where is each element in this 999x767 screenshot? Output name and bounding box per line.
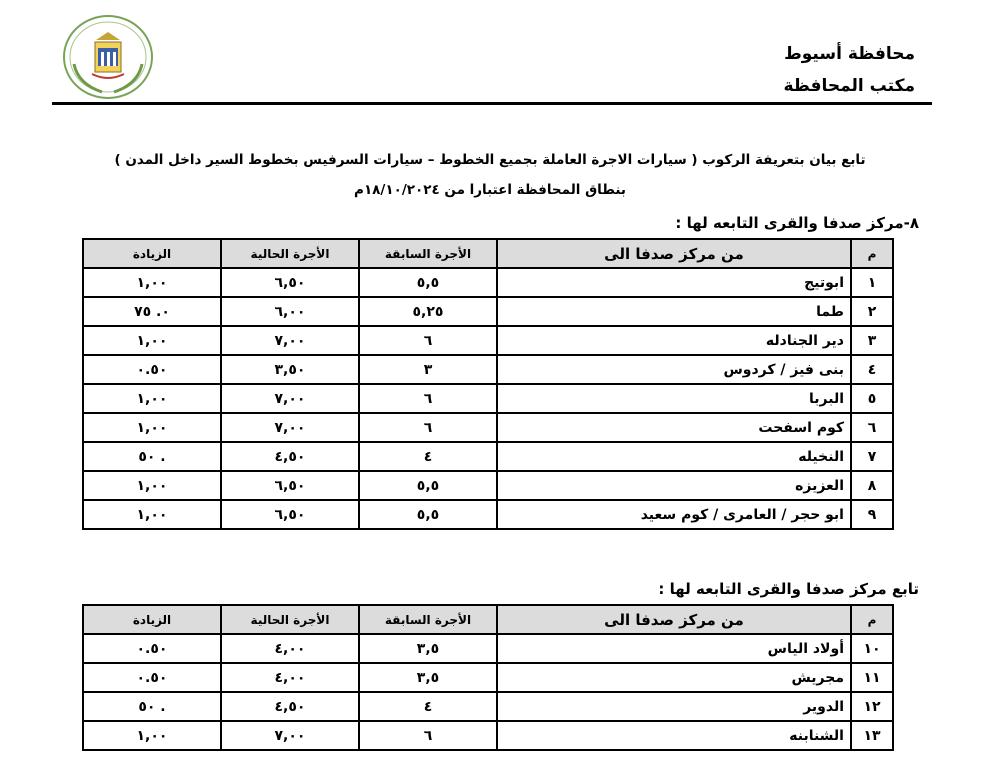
- table-header-row: [83, 605, 893, 634]
- row-old-fare: ٦: [359, 721, 497, 750]
- row-increase: . ٥٠: [83, 442, 221, 471]
- row-old-fare: ٣: [359, 355, 497, 384]
- row-old-fare: ٥,٥: [359, 471, 497, 500]
- row-old-fare: ٥,٥: [359, 268, 497, 297]
- table-row: [83, 268, 893, 297]
- row-new-fare: ٣,٥٠: [221, 355, 359, 384]
- row-new-fare: ٤,٠٠: [221, 634, 359, 663]
- row-old-fare: ٣,٥: [359, 634, 497, 663]
- row-old-fare: ٤: [359, 442, 497, 471]
- col-header-new-fare: الأجرة الحالية: [221, 605, 359, 634]
- row-new-fare: ٦,٥٠: [221, 268, 359, 297]
- col-header-destination: من مركز صدفا الى: [497, 605, 851, 634]
- office-name: مكتب المحافظة: [783, 76, 915, 96]
- row-destination: بنى فيز / كردوس: [497, 355, 851, 384]
- row-number: ٢: [851, 297, 893, 326]
- row-number: ٧: [851, 442, 893, 471]
- table-row: [83, 500, 893, 529]
- row-new-fare: ٦,٥٠: [221, 471, 359, 500]
- table-row: [83, 297, 893, 326]
- row-number: ١١: [851, 663, 893, 692]
- row-number: ١٢: [851, 692, 893, 721]
- row-increase: ٠.٥٠: [83, 663, 221, 692]
- row-old-fare: ٤: [359, 692, 497, 721]
- col-header-new-fare: الأجرة الحالية: [221, 239, 359, 268]
- table-row: [83, 355, 893, 384]
- col-header-increase: الزيادة: [83, 605, 221, 634]
- row-destination: النخيله: [497, 442, 851, 471]
- row-destination: البربا: [497, 384, 851, 413]
- row-new-fare: ٧,٠٠: [221, 384, 359, 413]
- table-row: [83, 692, 893, 721]
- row-destination: ابوتيج: [497, 268, 851, 297]
- header-divider: [52, 102, 932, 105]
- table-row: [83, 384, 893, 413]
- row-new-fare: ٤,٥٠: [221, 442, 359, 471]
- section-title-1: ٨-مركز صدفا والقرى التابعه لها :: [675, 214, 919, 232]
- row-increase: . ٥٠: [83, 692, 221, 721]
- col-header-num: م: [851, 605, 893, 634]
- row-old-fare: ٥,٥: [359, 500, 497, 529]
- row-old-fare: ٣,٥: [359, 663, 497, 692]
- governorate-seal-icon: [62, 14, 154, 100]
- row-old-fare: ٦: [359, 384, 497, 413]
- col-header-old-fare: الأجرة السابقة: [359, 239, 497, 268]
- row-increase: ١,٠٠: [83, 721, 221, 750]
- row-increase: ١,٠٠: [83, 471, 221, 500]
- row-increase: ١,٠٠: [83, 268, 221, 297]
- row-increase: ٠.٥٠: [83, 634, 221, 663]
- table-row: [83, 471, 893, 500]
- row-number: ٨: [851, 471, 893, 500]
- row-new-fare: ٧,٠٠: [221, 413, 359, 442]
- fare-table-2: [82, 604, 894, 751]
- table-header-row: [83, 239, 893, 268]
- row-destination: طما: [497, 297, 851, 326]
- row-destination: أولاد الياس: [497, 634, 851, 663]
- col-header-destination: من مركز صدفا الى: [497, 239, 851, 268]
- row-increase: ١,٠٠: [83, 326, 221, 355]
- row-old-fare: ٦: [359, 413, 497, 442]
- col-header-old-fare: الأجرة السابقة: [359, 605, 497, 634]
- intro-line-1: تابع بيان بتعريفة الركوب ( سيارات الاجرة العاملة بجميع الخطوط – سيارات السرفيس بخطوط السير داخل المدن ): [114, 152, 866, 168]
- row-destination: الدوير: [497, 692, 851, 721]
- row-increase: ١,٠٠: [83, 384, 221, 413]
- row-destination: مجريش: [497, 663, 851, 692]
- row-new-fare: ٧,٠٠: [221, 721, 359, 750]
- table-row: [83, 663, 893, 692]
- intro-line-2: بنطاق المحافظة اعتبارا من ١٨/١٠/٢٠٢٤م: [354, 182, 626, 198]
- row-increase: ٠.٥٠: [83, 355, 221, 384]
- row-old-fare: ٥,٢٥: [359, 297, 497, 326]
- section-title-2: تابع مركز صدفا والقرى التابعه لها :: [658, 580, 919, 598]
- row-old-fare: ٦: [359, 326, 497, 355]
- row-number: ١٠: [851, 634, 893, 663]
- row-number: ١: [851, 268, 893, 297]
- row-destination: كوم اسفحت: [497, 413, 851, 442]
- row-new-fare: ٦,٥٠: [221, 500, 359, 529]
- fare-table-1: [82, 238, 894, 530]
- row-number: ٦: [851, 413, 893, 442]
- table-row: [83, 721, 893, 750]
- table-row: [83, 442, 893, 471]
- row-number: ٥: [851, 384, 893, 413]
- row-new-fare: ٤,٥٠: [221, 692, 359, 721]
- governorate-name: محافظة أسيوط: [784, 44, 915, 64]
- row-number: ٩: [851, 500, 893, 529]
- row-number: ٤: [851, 355, 893, 384]
- row-destination: العزيزه: [497, 471, 851, 500]
- row-number: ١٣: [851, 721, 893, 750]
- table-row: [83, 326, 893, 355]
- row-destination: ابو حجر / العامرى / كوم سعيد: [497, 500, 851, 529]
- document-header: [0, 0, 999, 110]
- row-increase: ١,٠٠: [83, 413, 221, 442]
- row-new-fare: ٧,٠٠: [221, 326, 359, 355]
- col-header-increase: الزيادة: [83, 239, 221, 268]
- row-new-fare: ٤,٠٠: [221, 663, 359, 692]
- row-increase: ٠. ٧٥: [83, 297, 221, 326]
- row-number: ٣: [851, 326, 893, 355]
- table-row: [83, 413, 893, 442]
- table-row: [83, 634, 893, 663]
- row-destination: دير الجنادله: [497, 326, 851, 355]
- row-new-fare: ٦,٠٠: [221, 297, 359, 326]
- row-increase: ١,٠٠: [83, 500, 221, 529]
- col-header-num: م: [851, 239, 893, 268]
- row-destination: الشنابنه: [497, 721, 851, 750]
